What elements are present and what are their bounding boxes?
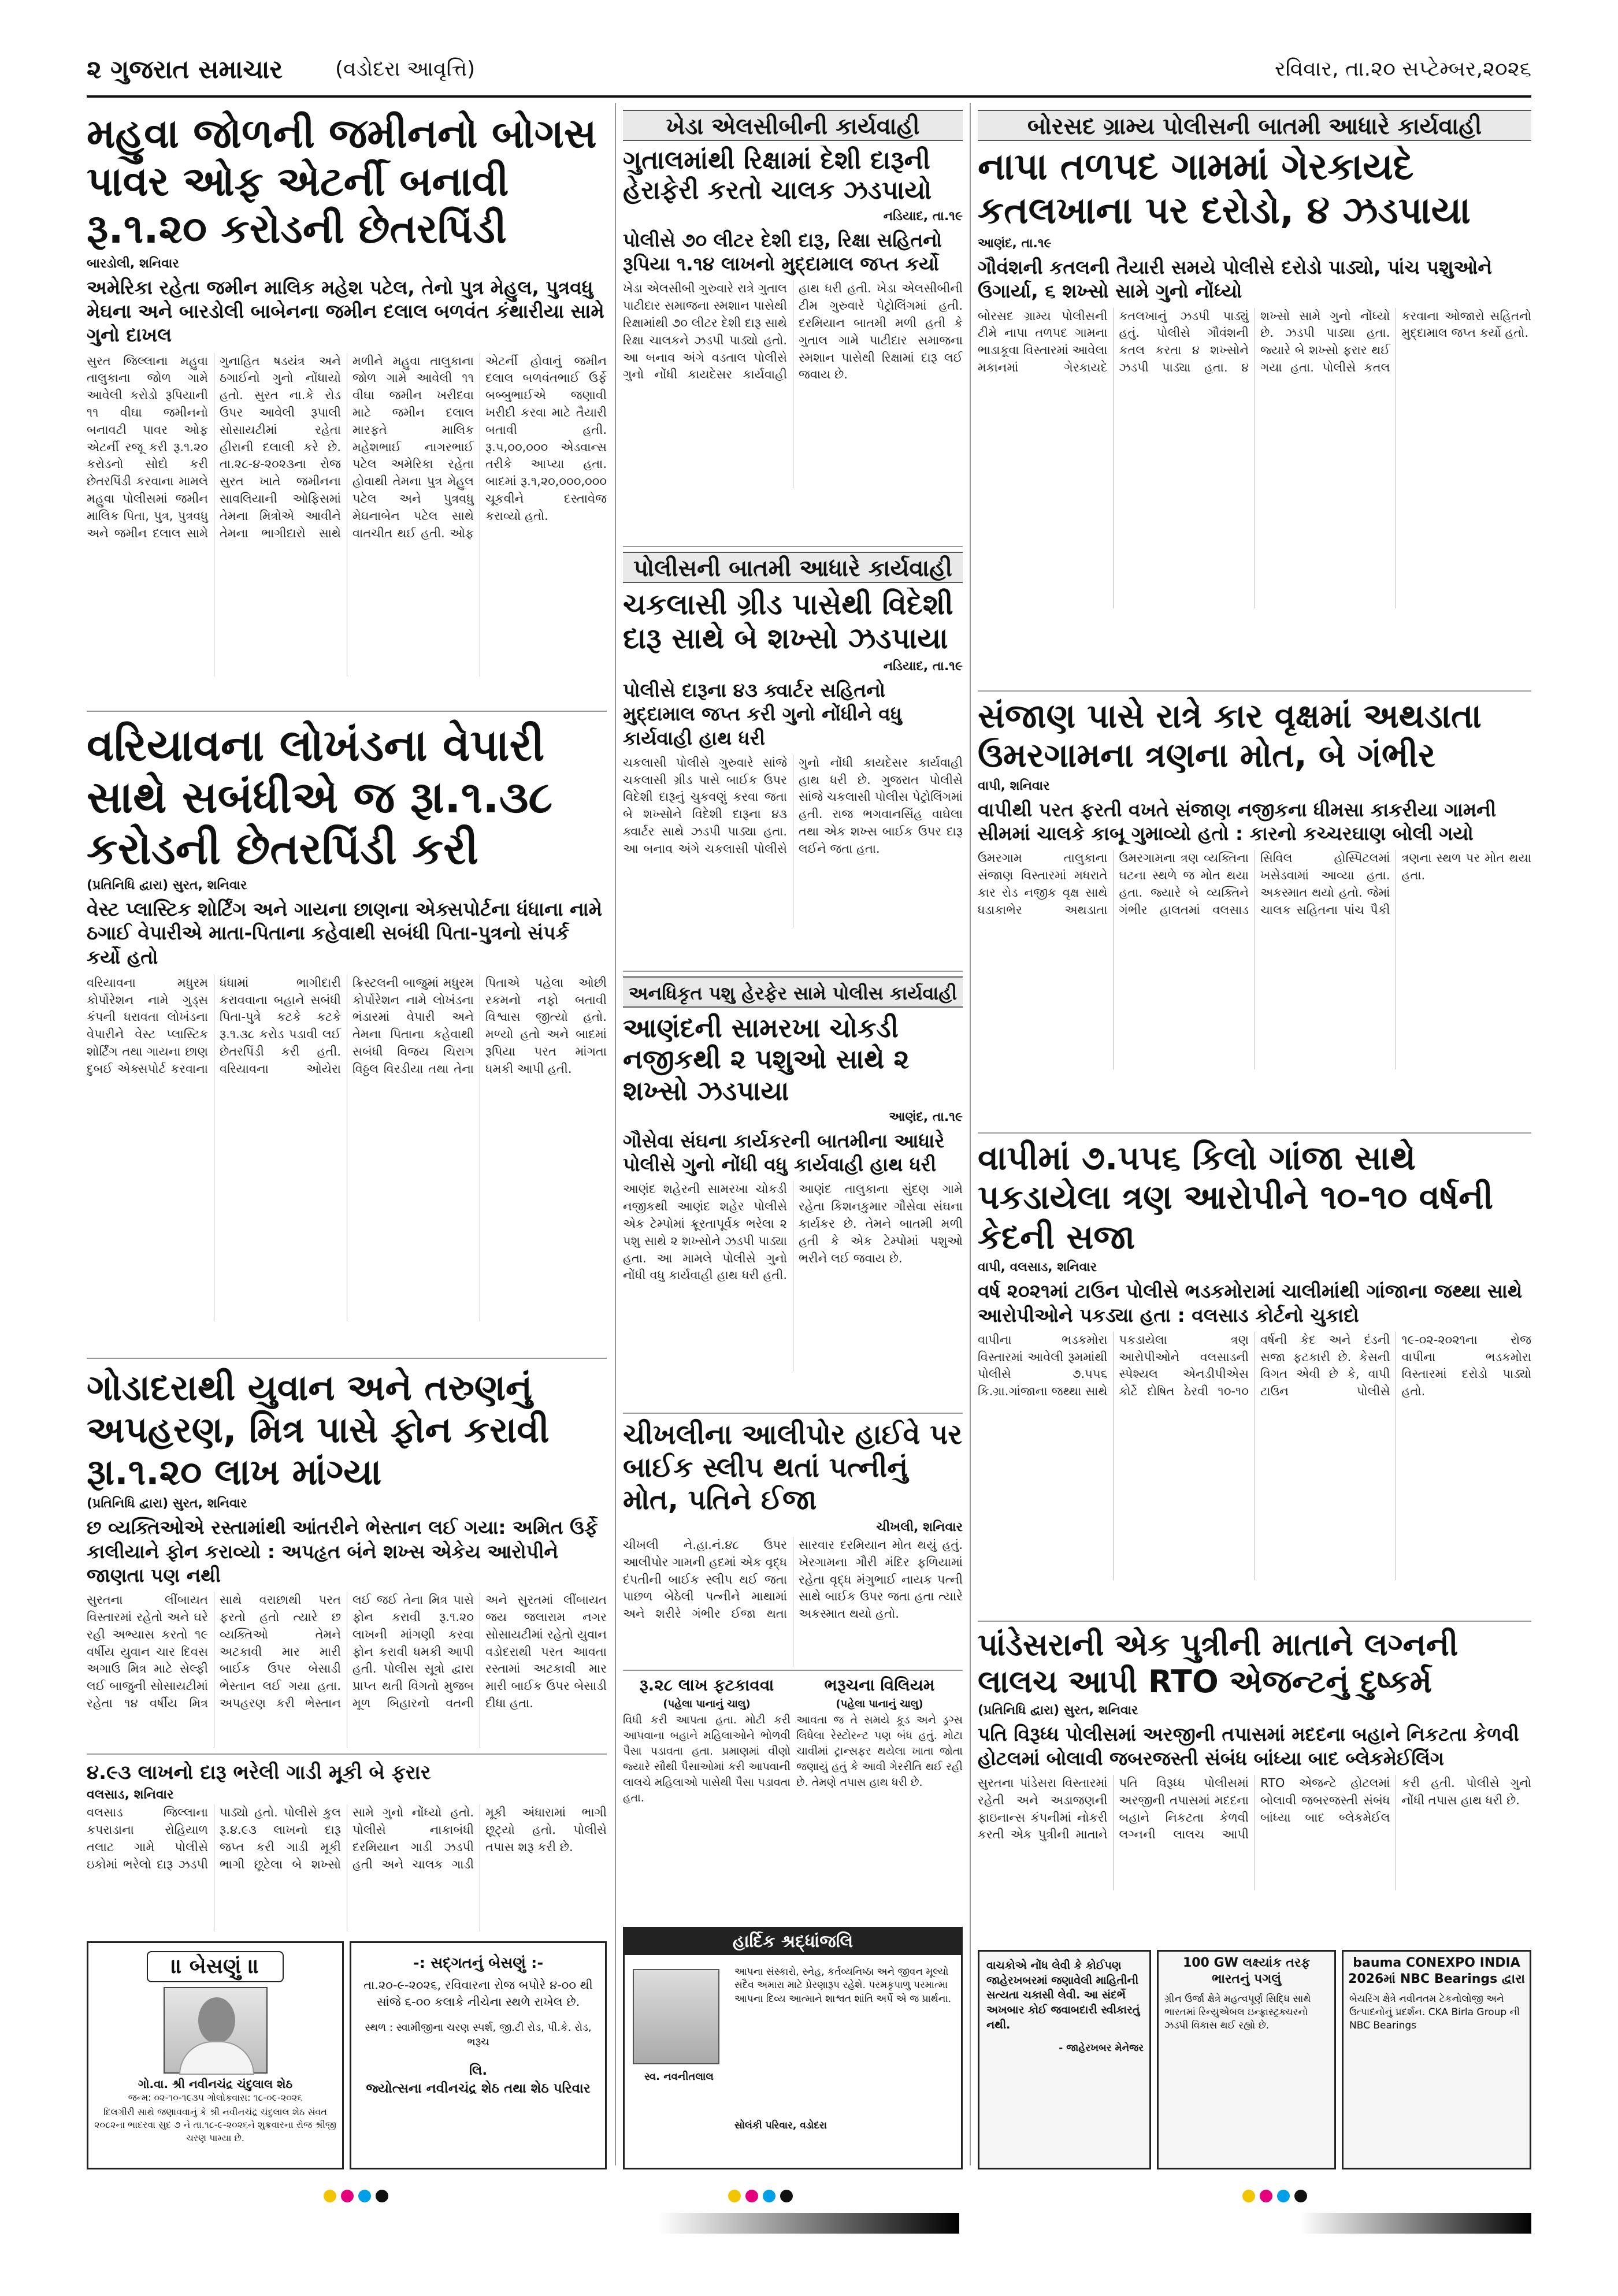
story-divider xyxy=(87,711,607,712)
ad-body: બેયરિંગ ક્ષેત્રે નવીનતમ ટેકનોલોજી અને ઉત્પાદનોનું પ્રદર્શન. CKA Birla Group ની NBC Bearings xyxy=(1349,1993,1520,2031)
story-pandesara xyxy=(978,1626,1531,1944)
story-body: ઉમરગામ તાલુકાના સંજાણ વિસ્તારમાં મધરાતે કાર રોડ નજીક વૃક્ષ સાથે ધડાકાભેર અથડાતા ઉમરગામના ત્રણ વ્યક્તિના ઘટના સ્થળે જ મોત થયા હતા. જ્યારે બે વ્યક્તિને ગંભીર હાલતમાં વલસાડ સિવિલ હોસ્પિટલમાં ખસેડવામાં આવ્યા હતા. અકસ્માત થયો હતો. જેમાં ચાલક સહિતના પાંચ પૈકી ત્રણના સ્થળ પર મોત થયા હતા. xyxy=(978,851,1531,917)
story-godadara xyxy=(87,1366,607,1748)
registration-dots xyxy=(324,2190,388,2202)
story-headline: રૂ.૨૮ લાખ ફટકાવવા xyxy=(639,1675,774,1695)
column-divider xyxy=(970,103,971,2165)
column-divider xyxy=(615,103,616,2165)
registration-dots xyxy=(728,2190,793,2202)
tribute-heading: હાર્દિક શ્રદ્ધાંજલિ xyxy=(625,1929,961,1955)
story-samarkha xyxy=(623,976,963,1410)
story-subhead: વેસ્ટ પ્લાસ્ટિક શોર્ટિંગ અને ગાયના છાણના એક્સપોર્ટના ધંધાના નામે ઠગાઈ વેપારીએ માતા-પિતાના કહેવાથી સબંધી પિતા-પુત્રનો સંપર્ક કર્યો હતો xyxy=(87,898,603,968)
story-headline: ૪.૯૩ લાખનો દારૂ ભરેલી ગાડી મૂકી બે ફરાર xyxy=(87,1761,431,1784)
story-divider xyxy=(623,971,963,972)
story-body: સુરતના પાંડેસરા વિસ્તારમાં રહેતી અને અડાજણની ફાઇનાન્સ કંપનીમાં નોકરી કરતી એક પુત્રીની માતાને પતિ વિરૂધ્ધ પોલીસમાં અરજીની તપાસમાં મદદના બહાને નિકટતા કેળવી લગ્નની લાલચ આપી RTO એજન્ટે હોટલમાં બોલાવી જબરજસ્તી સંબંધ બાંધ્યા બાદ બ્લેકમેઈલ કરી હતી. પોલીસે ગુનો નોંધી તપાસ હાથ ધરી છે. xyxy=(978,1775,1531,1842)
besnu-title: -: સદ્ગતનું બેસણું :- xyxy=(413,1955,544,1972)
obituary-dates: જન્મ: ૦૨-૧૦-૧૯૩૫ ગોલોકવાસ: ૧૮-૦૯-૨૦૨૬ xyxy=(128,2092,303,2103)
yellow-dot xyxy=(1242,2190,1255,2202)
story-headline: સંજાણ પાસે રાત્રે કાર વૃક્ષમાં અથડાતા ઉમરગામના ત્રણના મોત, બે ગંભીર xyxy=(978,696,1482,775)
cyan-dot xyxy=(763,2190,775,2202)
story-subhead: ગૌસેવા સંઘના કાર્યકરની બાતમીના આધારે પોલીસે ગુનો નોંધી વધુ કાર્યવાહી હાથ ધરી xyxy=(623,1129,945,1176)
magenta-dot xyxy=(745,2190,758,2202)
story-divider xyxy=(623,546,963,547)
story-dateline: નડિયાદ, તા.૧૯ xyxy=(883,659,963,674)
story-subhead: વર્ષ ૨૦૨૧માં ટાઉન પોલીસે ભડકમોરામાં ચાલીમાંથી ગાંજાના જથ્થા સાથે આરોપીઓને પકડ્યા હતા : વલસાડ કોર્ટનો ચુકાદો xyxy=(978,1280,1523,1327)
black-dot xyxy=(1294,2190,1307,2202)
story-divider xyxy=(87,1753,607,1755)
cyan-dot xyxy=(1277,2190,1290,2202)
story-subhead: છ વ્યક્તિઓએ રસ્તામાંથી આંતરીને ભેસ્તાન લઈ ગયા: અમિત ઉર્ફે કાલીયાને ફોન કરાવ્યો : અપહૃત બંને શખ્સ એકેય આરોપીને જાણતા પણ નથી xyxy=(87,1516,598,1587)
story-headline: મહુવા જોળની જમીનનો બોગસ પાવર ઓફ એટર્ની બનાવી રૂ.૧.૨૦ કરોડની છેતરપિંડી xyxy=(87,110,597,253)
ad-title: bauma CONEXPO INDIA 2026માં NBC Bearings દ્વારા xyxy=(1348,1956,1525,1986)
grey-calibration-bar xyxy=(659,2213,959,2234)
grey-calibration-bar xyxy=(1300,2213,1531,2234)
story-divider xyxy=(978,1132,1531,1134)
story-subhead: પોલીસે ૭૦ લીટર દેશી દારૂ, રિક્ષા સહિતનો રૂપિયા ૧.૧૪ લાખનો મુદ્દામાલ જપ્ત કર્યો xyxy=(623,228,942,276)
story-body: ચીખલી ને.હા.નં.૪૮ ઉપર આલીપોર ગામની હદમાં એક વૃદ્ધ દંપતીની બાઈક સ્લીપ થઈ જતા પાછળ બેઠેલી પત્નીને માથામાં અને શરીરે ગંભીર ઈજા થતા સારવાર દરમિયાન મોત થયું હતું. ખેરગામના ગૌરી મંદિર ફળિયામાં રહેતા વૃદ્ધ મંગુભાઈ નાયક પત્ની સાથે બાઈક ઉપર જતા હતા ત્યારે અકસ્માત થયો હતો. xyxy=(623,1537,963,1621)
obituary-heading: ॥ બેસણું ॥ xyxy=(147,1951,284,1982)
story-body: ખેડા એલસીબી ગુરુવારે રાત્રે ગુતાલ પાટીદાર સમાજના સ્મશાન પાસેથી રિક્ષામાંથી ૭૦ લીટર દેશી દારૂ સાથે રિક્ષા ચાલકને ઝડપી પાડ્યો હતો. આ બનાવ અંગે વડતાલ પોલીસે ગુનો નોંધી કાયદેસર કાર્યવાહી હાથ ધરી હતી. ખેડા એલસીબીની ટીમ ગુરુવારે પેટ્રોલિંગમાં હતી. દરમિયાન બાતમી મળી હતી કે ગુતાલ ગામે પાટીદાર સમાજના સ્મશાન પાસેથી રિક્ષામાં દારૂ લઈ જવાય છે. xyxy=(623,281,963,382)
story-body: વરિયાવના મધુરમ કોર્પોરેશન નામે ગુડ્સ કંપની ધરાવતા લોખંડના વેપારીને વેસ્ટ પ્લાસ્ટિક શોર્ટિંગ તથા ગાયના છાણ દુબઈ એક્સપોર્ટ કરવાના ધંધામાં ભાગીદારી કરાવવાના બહાને સબંધી પિતા-પુત્રે કટકે કટકે રૂ.૧.૩૮ કરોડ પડાવી લઈ છેતરપિંડી કરી હતી. વરિયાવના ઓયેરા ક્રિસ્ટલની બાજુમાં મધુરમ કોર્પોરેશન નામે લોખંડના ભંડારમાં વેપારી અને તેમના પિતાના કહેવાથી સબંધી વિજય ચિરાગ વિઠ્ઠલ વિરડીયા તથા તેના પિતાએ પહેલા ઓછી રકમનો નફો બતાવી વિશ્વાસ જીત્યો હતો. મળ્યો હતો અને બાદમાં રૂપિયા પરત માંગતા ધમકી આપી હતી. xyxy=(87,975,607,1076)
tribute-family: સોલંકી પરિવાર, વડોદરા xyxy=(734,2120,827,2131)
story-body: વાપીના ભડકમોરા વિસ્તારમાં આવેલી રૂમમાંથી પોલીસે ૭.૫૫૬ કિ.ગ્રા.ગાંજાના જથ્થા સાથે પકડાયેલા ત્રણ આરોપીઓને વલસાડની સ્પેશ્યલ એનડીપીએસ કોર્ટે દોષિત ઠેરવી ૧૦-૧૦ વર્ષની કેદ અને દંડની સજા ફટકારી છે. કેસની વિગત એવી છે કે, વાપી ટાઉન પોલીસે ૧૯-૦૨-૨૦૨૧ના રોજ વાપીના ભડકમોરા વિસ્તારમાં દરોડો પાડ્યો હતો. xyxy=(978,1332,1531,1399)
story-dateline: બારડોલી, શનિવાર xyxy=(87,256,179,271)
magenta-dot xyxy=(341,2190,354,2202)
section-banner: અનધિકૃત પશુ હેરફેર સામે પોલીસ કાર્યવાહી xyxy=(623,976,963,1008)
story-sanjan xyxy=(978,696,1531,1130)
black-dot xyxy=(376,2190,388,2202)
tribute-body: આપના સંસ્કારો, સ્નેહ, કર્તવ્યનિષ્ઠા અને જીવન મૂલ્યો સદૈવ અમારા માટે પ્રેરણારૂપ રહેશે. પરમકૃપાળુ પરમાત્મા આપના દિવ્ય આત્માને શાશ્વત શાંતિ અર્પે એ જ પ્રાર્થના. xyxy=(734,1966,952,2005)
section-banner: ખેડા એલસીબીની કાર્યવાહી xyxy=(623,110,963,141)
story-headline: ભરૂચના વિલિયમ xyxy=(824,1675,935,1695)
story-headline: ગુતાલમાંથી રિક્ષામાં દેશી દારૂની હેરાફેરી કરતો ચાલક ઝડપાયો xyxy=(623,146,932,205)
story-body: સુરત જિલ્લાના મહુવા તાલુકાના જોળ ગામે આવેલી કરોડો રૂપિયાની ૧૧ વીઘા જમીનનો બનાવટી પાવર ઓફ એટર્ની રજૂ કરી રૂ.૧.૨૦ કરોડનો સોદો કરી છેતરપિંડી કરવાના મામલે મહુવા પોલીસમાં જમીન માલિક પિતા, પુત્ર, પુત્રવધુ અને જમીન દલાલ સામે ગુનાહિત ષડયંત્ર અને ઠગાઈનો ગુનો નોંધાયો હતો. સુરત ના.કે રોડ ઉપર આવેલી રૂપાલી સોસાયટીમાં રહેતા હીરાની દલાલી કરે છે. તા.૨૮-૪-૨૦૨૩ના રોજ સુરત ખાતે જમીનના સાવલિયાની ઓફિસમાં તેમના મિત્રોએ આવીને તેમના ભાગીદારો સાથે મળીને મહુવા તાલુકાના જોળ ગામે આવેલી ૧૧ વીઘા જમીન ખરીદવા માટે જમીન દલાલ મારફતે માલિક મહેશભાઈ નાગરભાઈ પટેલ અમેરિકા રહેતા હોવાથી તેમના પુત્ર મેહુલ પટેલ અને પુત્રવધુ મેઘનાબેન પટેલ સાથે વાતચીત થઈ હતી. ઓફ એટર્ની હોવાનું જમીન દલાલ બળવંતભાઈ ઉર્ફે બબ્બુભાઈએ જણાવી ખરીદી કરવા માટે તૈયારી બતાવી હતી. રૂ.૫,૦૦,૦૦૦ એડવાન્સ તરીકે આપ્યા હતા. બાદમાં રૂ.૧,૨૦,૦૦૦,૦૦૦ ચૂકવીને દસ્તાવેજ કરાવ્યો હતો. xyxy=(87,354,607,540)
obituary-box xyxy=(87,1941,344,2169)
story-subhead: વાપીથી પરત ફરતી વખતે સંજાણ નજીકના ધીમસા કાકરીયા ગામની સીમમાં ચાલકે કાબૂ ગુમાવ્યો હતો : કારનો કચ્ચરઘાણ બોલી ગયો xyxy=(978,798,1497,845)
story-body: વલસાડ જિલ્લાના કપરાડાના રોહિયાળ તલાટ ગામે પોલીસે ઇકોમાં ભરેલો દારૂ ઝડપી પાડ્યો હતો. પોલીસે કુલ રૂ.૪.૯૩ લાખનો દારૂ જપ્ત કરી ગાડી મૂકી ભાગી છૂટેલા બે શખ્સો સામે ગુનો નોંધ્યો હતો. પોલીસે નાકાબંધી દરમિયાન ગાડી ઝડપી હતી અને ચાલક ગાડી મૂકી અંધારામાં ભાગી છૂટ્યો હતો. પોલીસે તપાસ શરૂ કરી છે. xyxy=(87,1805,607,1871)
continued-label: (પહેલા પાનાનું ચાલુ) xyxy=(663,1698,751,1711)
issue-date: રવિવાર, તા.૨૦ સપ્ટેમ્બર,૨૦૨૬ xyxy=(1275,57,1531,81)
portrait-face xyxy=(198,1997,235,2044)
story-subhead: ગૌવંશની કતલની તૈયારી સમયે પોલીસે દરોડો પાડ્યો, પાંચ પશુઓને ઉગાર્યા, ૬ શખ્સો સામે ગુનો નોંધ્યો xyxy=(978,256,1492,303)
section-banner: પોલીસની બાતમી આધારે કાર્યવાહી xyxy=(623,552,963,583)
story-bharuch-cont xyxy=(796,1675,963,1918)
yellow-dot xyxy=(728,2190,741,2202)
obituary-signatory: જ્યોત્સના નવીનચંદ્ર શેઠ તથા શેઠ પરિવાર xyxy=(366,2081,591,2097)
story-headline: વાપીમાં ૭.૫૫૬ કિલો ગાંજા સાથે પકડાયેલા ત્રણ આરોપીને ૧૦-૧૦ વર્ષની કેદની સજા xyxy=(978,1138,1494,1257)
newspaper-name: ગુજરાત સમાચાર xyxy=(110,55,283,84)
section-banner: બોરસદ ગ્રામ્ય પોલીસની બાતમી આધારે કાર્યવાહી xyxy=(978,110,1531,141)
story-divider xyxy=(978,690,1531,692)
page-number: ૨ xyxy=(87,55,102,84)
tribute-box xyxy=(623,1927,963,2169)
story-chikhli xyxy=(623,1418,963,1667)
story-r28-cont xyxy=(623,1675,791,1918)
story-body: બોરસદ ગ્રામ્ય પોલીસની ટીમે નાપા તળપદ ગામના ભાડાકૂવા વિસ્તારમાં આવેલા મકાનમાં ગેરકાયદે કતલખાનું ઝડપી પાડ્યું હતું. પોલીસે ગૌવંશની કતલ કરતા ૪ શખ્સોને ઝડપી પાડ્યા હતા. ૪ શખ્સો સામે ગુનો નોંધ્યો છે. ઝડપી પાડ્યા હતા. જ્યારે બે શખ્સો ફરાર થઈ ગયા હતા. પોલીસે કતલ કરવાના ઓજારો સહિતનો મુદ્દામાલ જપ્ત કર્યો હતો. xyxy=(978,309,1531,374)
story-divider xyxy=(623,1670,963,1671)
story-dateline: ચીખલી, શનિવાર xyxy=(876,1519,963,1535)
notice-body: વાચકોએ નોંધ લેવી કે કોઈપણ જાહેરખબરમાં જણાવેલી માહિતીની સત્યતા ચકાસી લેવી. આ સંદર્ભે અખબાર કોઈ જવાબદારી સ્વીકારતું નથી. xyxy=(986,1959,1140,2031)
magenta-dot xyxy=(1260,2190,1272,2202)
story-dateline: આણંદ, તા.૧૯ xyxy=(889,1109,963,1124)
story-vapi-ganja xyxy=(978,1138,1531,1618)
story-divider xyxy=(87,1358,607,1359)
story-subhead: અમેરિકા રહેતા જમીન માલિક મહેશ પટેલ, તેનો પુત્ર મેહુલ, પુત્રવધુ મેઘના અને બારડોલી બાબેનના જમીન દલાલ બળવંત કંથારીયા સામે ગુનો દાખલ xyxy=(87,276,604,347)
masthead-rule xyxy=(87,95,1531,98)
ad-body: ગ્રીન ઉર્જા ક્ષેત્રે મહત્વપૂર્ણ સિદ્ધિ સાથે ભારતમાં રિન્યુએબલ ઇન્ફ્રાસ્ટ્રક્ચરનો ઝડપી વિકાસ થઈ રહ્યો છે. xyxy=(1164,1993,1311,2031)
story-body: આણંદ શહેરની સામરખા ચોકડી નજીકથી આણંદ શહેર પોલીસે એક ટેમ્પોમાં ક્રૂરતાપૂર્વક ભરેલા ૨ પશુ સાથે ૨ શખ્સોને ઝડપી પાડ્યા હતા. આ મામલે પોલીસે ગુનો નોંધી વધુ કાર્યવાહી હાથ ધરી હતી. આણંદ તાલુકાના સુંદણ ગામે રહેતા કિશનકુમાર ગૌસેવા સંઘના કાર્યકર છે. તેમને બાતમી મળી હતી કે એક ટેમ્પોમાં પશુઓ ભરીને લઈ જવાય છે. xyxy=(623,1182,963,1283)
story-headline: નાપા તળપદ ગામમાં ગેરકાયદે કતલખાના પર દરોડો, ૪ ઝડપાયા xyxy=(978,146,1471,232)
besnu-detail: તા.૨૦-૯-૨૦૨૬, રવિવારના રોજ બપોરે ૪-૦૦ થી સાંજે ૬-૦૦ કલાકે નીચેના સ્થળે રાખેલ છે. xyxy=(363,1978,593,2009)
story-headline: ચકલાસી ગ્રીડ પાસેથી વિદેશી દારૂ સાથે બે શખ્સો ઝડપાયા xyxy=(623,588,953,655)
page-brand xyxy=(87,55,283,84)
besnu-venue: સ્થળ : સ્વામીજીના ચરણ સ્પર્શ, જી.ટી રોડ, પી.કે. રોડ, ભરૂચ xyxy=(365,2021,592,2048)
story-dateline: વલસાડ, શનિવાર xyxy=(87,1788,174,1803)
masthead xyxy=(87,55,1531,90)
edition-label: (વડોદરા આવૃત્તિ) xyxy=(335,57,476,81)
story-dateline: વાપી, વલસાડ, શનિવાર xyxy=(978,1260,1097,1275)
advisory-notice xyxy=(978,1950,1151,2169)
obituary-besnu-box xyxy=(350,1941,607,2169)
cyan-dot xyxy=(358,2190,371,2202)
story-variyav xyxy=(87,719,607,1355)
yellow-dot xyxy=(324,2190,336,2202)
story-chakalasi xyxy=(623,552,963,968)
ad-title: 100 GW લક્ષ્યાંક તરફ ભારતનું પગલું xyxy=(1182,1956,1311,1986)
story-mahuva xyxy=(87,110,607,705)
story-headline: આણંદની સામરખા ચોકડી નજીકથી ૨ પશુઓ સાથે ૨ શખ્સો ઝડપાયા xyxy=(623,1012,910,1106)
story-divider xyxy=(623,1413,963,1414)
story-dateline: નડિયાદ, તા.૧૯ xyxy=(883,209,963,224)
tribute-name: સ્વ. નવનીતલાલ xyxy=(644,2071,714,2083)
story-body: આવતા જ તે સમયે કૂડ અને ડ્રગ્સ લિધેલા રેસ્ટોરન્ટ પણ બંધ હતું. મોટા ચાવીમાં ટ્રાન્સફર થયેલા ખાતા જોતા જણાયું હતું કે આવી ગેરરીતિ થઈ રહી છે. તેમણે તપાસ હાથ ધરી છે. xyxy=(796,1714,963,1789)
story-dateline: (પ્રતિનિધિ દ્વારા) સુરત, શનિવાર xyxy=(87,1496,247,1511)
story-dateline: (પ્રતિનિધિ દ્વારા) સુરત, શનિવાર xyxy=(978,1703,1138,1718)
advertisement-green-energy xyxy=(1157,1950,1336,2169)
story-body: વિધી કરી આપતા હતા. મોટી કરી આપવાના બહાને મહિલાઓને ભોળવી પૈસા પડાવતા હતા. પ્રમાણમાં વીણો જ્યારે સૌથી પૈસાઓમાં કરી આપવાની લાલચે મહિલાઓ પાસેથી પૈસા પડાવતા હતા. xyxy=(623,1714,791,1804)
continued-label: (પહેલા પાનાનું ચાલુ) xyxy=(836,1698,923,1711)
notice-sign: - જાહેરખબર મેનેજર xyxy=(1059,2042,1144,2054)
story-body: સુરતના લીંબાયત વિસ્તારમાં રહેતો અને ઘરે રહી અભ્યાસ કરતો ૧૯ વર્ષીય યુવાન ચાર દિવસ અગાઉ મિત્ર માટે સેલ્ફી લઈ બાજુની સોસાયટીમાં રહેતા ૧૪ વર્ષીય મિત્ર સાથે વરાછાથી પરત ફરતો હતો ત્યારે છ વ્યક્તિઓ તેમને અટકાવી માર મારી બાઈક ઉપર બેસાડી ભેસ્તાન લઈ ગયા હતા. અપહરણ કરી ભેસ્તાન લઈ જઈ તેના મિત્ર પાસે ફોન કરાવી રૂ.૧.૨૦ લાખની માંગણી કરવા ફોન કરાવી ધમકી આપી હતી. પોલીસ સૂત્રો દ્વારા પ્રાપ્ત થતી વિગતો મુજબ મૂળ બિહારનો વતની અને સુરતમાં લીંબાયત જય જલારામ નગર સોસાયટીમાં રહેતો યુવાન વડોદરાથી પરત આવતા રસ્તામાં અટકાવી માર મારી બાઈક ઉપર બેસાડી દીધા હતા. xyxy=(87,1593,607,1711)
obituary-photo xyxy=(164,1987,268,2074)
advertisement-nbc-bearings xyxy=(1342,1950,1531,2169)
story-body: ચકલાસી પોલીસે ગુરુવારે સાંજે ચકલાસી ગ્રીડ પાસે બાઈક ઉપર વિદેશી દારૂનું ચુકવણું કરવા જતા બે શખ્સોને વિદેશી દારૂના ૪૩ ક્વાર્ટર સાથે ઝડપી પાડ્યા હતા. આ બનાવ અંગે ચકલાસી પોલીસે ગુનો નોંધી કાયદેસર કાર્યવાહી હાથ ધરી છે. ગુજરાત પોલીસે સાંજે ચકલાસી પોલીસ પેટ્રોલિંગમાં હતી. રાજ ભગવાનસિંહ વાઘેલા તથા એક શખ્સ બાઈક ઉપર દારૂ લઈને જતા હતા. xyxy=(623,755,963,856)
obituary-message: દિલગીરી સાથે જણાવવાનું કે શ્રી નવીનચંદ્ર ચંદુલાલ શેઠ સંવત ૨૦૮૨ના ભાદરવા સુદ ૭ ને તા.૧૮-૯-૨૦૨૬ને શુક્રવારના રોજ શ્રીજી ચરણ પામ્યા છે. xyxy=(94,2106,336,2143)
obituary-name: ગો.વા. શ્રી નવીનચંદ્ર ચંદુલાલ શેઠ xyxy=(138,2077,293,2091)
story-headline: વરિયાવના લોખંડના વેપારી સાથે સબંધીએ જ રૂા.૧.૩૮ કરોડની છેતરપિંડી કરી xyxy=(87,719,553,875)
black-dot xyxy=(780,2190,793,2202)
story-divider xyxy=(978,1621,1531,1622)
story-gutal xyxy=(623,110,963,543)
story-subhead: પતિ વિરૂધ્ધ પોલીસમાં અરજીની તપાસમાં મદદના બહાને નિકટતા કેળવી હોટલમાં બોલાવી જબરજસ્તી સંબંધ બાંધ્યા બાદ બ્લેકમેઈલિંગ xyxy=(978,1723,1519,1770)
story-napa xyxy=(978,110,1531,688)
story-liquor-valsad xyxy=(87,1761,607,1934)
portrait-torso xyxy=(179,2041,254,2075)
registration-dots xyxy=(1242,2190,1307,2202)
story-dateline: આણંદ, તા.૧૯ xyxy=(978,236,1052,251)
story-subhead: પોલીસે દારૂના ૪૩ ક્વાર્ટર સહિતનો મુદ્દામાલ જપ્ત કરી ગુનો નોંધીને વધુ કાર્યવાહી હાથ ધરી xyxy=(623,679,902,749)
story-headline: ચીખલીના આલીપોર હાઈવે પર બાઈક સ્લીપ થતાં પત્નીનું મોત, પતિને ઈજા xyxy=(623,1418,963,1517)
tribute-photo xyxy=(633,1969,719,2064)
story-dateline: વાપી, શનિવાર xyxy=(978,778,1050,793)
obituary-sign-prefix: લિ. xyxy=(469,2063,488,2079)
story-headline: ગોડાદરાથી યુવાન અને તરુણનું અપહરણ, મિત્ર પાસે ફોન કરાવી રૂા.૧.૨૦ લાખ માંગ્યા xyxy=(87,1366,550,1493)
story-headline: પાંડેસરાની એક પુત્રીની માતાને લગ્નની લાલચ આપી RTO એજન્ટનું દુષ્કર્મ xyxy=(978,1626,1459,1700)
story-dateline: (પ્રતિનિધિ દ્વારા) સુરત, શનિવાર xyxy=(87,878,247,893)
